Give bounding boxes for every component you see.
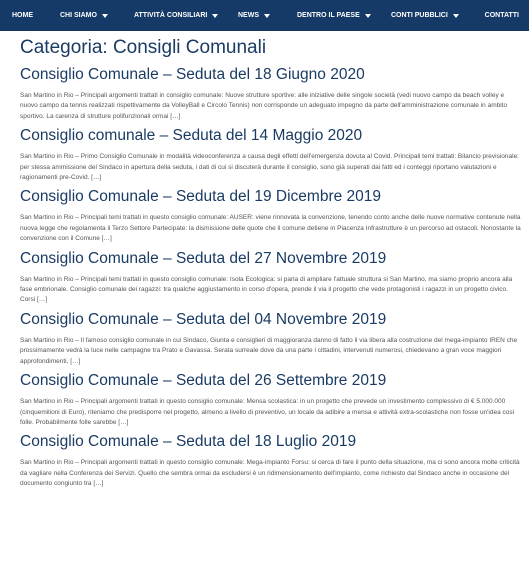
post-title-link[interactable]: Consiglio Comunale – Seduta del 18 Luglio 2019 bbox=[20, 433, 357, 451]
nav-item-home[interactable] bbox=[12, 12, 60, 19]
post-excerpt: San Martino in Rio – Principali temi trattati in questo consiglio comunale: Isola Ecologica: si parla di ampliare l'attuale struttura si San Martino, ma siamo proprio ancora alla fase embrionale. Consiglio comunale dei ragazzi: tra qualche aggiustamento in corso d'opera, prende il via il progetto che vede protagonisti i ragazzi in un progetto civico. Corsi […] bbox=[20, 275, 513, 304]
post-title-link[interactable]: Consiglio comunale – Seduta del 14 Maggio 2020 bbox=[20, 127, 363, 145]
post-title-link[interactable]: Consiglio Comunale – Seduta del 27 Novembre 2019 bbox=[20, 249, 387, 267]
chevron-down-icon bbox=[264, 14, 270, 18]
post-item bbox=[20, 249, 521, 306]
nav-item-label: CONTATTI bbox=[484, 12, 519, 19]
post-item bbox=[20, 187, 521, 244]
post-excerpt: San Martino in Rio – Il famoso consiglio comunale in cui Sindaco, Giunta e consiglieri di maggioranza danno di fatto il via libera alla costruzione del mega-impianto IREN che prossimamente vedrà la luce nelle campagne tra Prato e Gavassa. Serata surreale dove da una parte i cittadini, intervenuti numerosi, chiedevano a gran voce maggiori approfondimenti, […] bbox=[20, 336, 518, 365]
post-excerpt: San Martino in Rio – Principali argomenti trattati in questo consiglio comunale: Mensa scolastica: in un progetto che prevede un investimento complessivo di € 5.000.000 (cinquemilioni di Euro), riteniamo che predisporre nel progetto, almeno a livello di preventivo, un locale da adibire a mensa e attività extra-scolastiche non fosse un'idea così folle. Probabilmente folle sarebbe […] bbox=[20, 398, 515, 426]
post-title bbox=[20, 126, 521, 145]
post-item bbox=[20, 65, 521, 122]
post-title bbox=[20, 65, 521, 84]
nav-item-news[interactable] bbox=[238, 12, 297, 19]
nav-item-label: CONTI PUBBLICI bbox=[391, 12, 448, 19]
post-excerpt: San Martino in Rio – Principali argomenti trattati in questo consiglio comunale: Mega-impianto Forsu: si cerca di fare il punto della situazione, ma ci sono ancora molte criticità da vagliare nella Conferenza dei Servizi. Quello che sembra ormai da escludersi è un ridimensionamento dell'impianto, come richiesto dal Sindaco anche in occasione del documento congiunto tra […] bbox=[20, 459, 520, 488]
chevron-down-icon bbox=[453, 14, 459, 18]
nav-item-chi-siamo[interactable] bbox=[60, 12, 134, 19]
nav-item-label: DENTRO IL PAESE bbox=[297, 12, 360, 19]
post-title-link[interactable]: Consiglio Comunale – Seduta del 26 Settembre 2019 bbox=[20, 372, 387, 390]
post-item bbox=[20, 432, 521, 489]
post-title bbox=[20, 432, 521, 451]
post-item bbox=[20, 126, 521, 183]
main-content bbox=[0, 31, 529, 490]
nav-item-dentro-il-paese[interactable] bbox=[297, 12, 391, 19]
post-item bbox=[20, 371, 521, 428]
post-title bbox=[20, 187, 521, 206]
nav-item-label: ATTIVITÀ CONSILIARI bbox=[134, 12, 208, 19]
chevron-down-icon bbox=[365, 14, 371, 18]
post-title-link[interactable]: Consiglio Comunale – Seduta del 04 Novembre 2019 bbox=[20, 310, 387, 328]
top-navigation-bar bbox=[0, 0, 529, 31]
post-title-link[interactable]: Consiglio Comunale – Seduta del 18 Giugno 2020 bbox=[20, 66, 365, 83]
nav-item-label: HOME bbox=[12, 12, 33, 19]
post-excerpt: San Martino in Rio – Principali argomenti trattati in consiglio comunale: Nuove strutture sportive: alle iniziative delle singole società (vedi nuovo campo da beach volley e nuovo campo da tennis realizzati rispettivamente da VolleyBall e Circolo Tennis) non corrisponde un adeguato impegno da parte dell'amministrazione comunale in ambito sportivo. La carenza di strutture polifunzionali ormai […] bbox=[20, 92, 508, 120]
nav-item-label: NEWS bbox=[238, 12, 259, 19]
nav-item-conti-pubblici[interactable] bbox=[391, 12, 483, 19]
post-title bbox=[20, 371, 521, 390]
post-item bbox=[20, 310, 521, 367]
nav-item-contatti[interactable] bbox=[485, 12, 523, 19]
post-excerpt: San Martino in Rio – Primo Consiglio Comunale in modalità videoconferenza a causa degli effetti dell'emergenza dovuta al Covid. Principali temi trattati: Bilancio previsionale: per stessa ammissione del Sindaco in apertura della seduta, i dati di cui si discuterà durante il consiglio, sono già superati dai fatti ed i conteggi riportano valutazioni e ragionamenti pre-Covid. […] bbox=[20, 153, 519, 182]
nav-item-attivita-consiliari[interactable] bbox=[134, 12, 238, 19]
page-title: Categoria: Consigli Comunali bbox=[20, 37, 267, 58]
nav-item-label: CHI SIAMO bbox=[60, 12, 97, 19]
post-title bbox=[20, 310, 521, 329]
chevron-down-icon bbox=[102, 14, 108, 18]
post-title bbox=[20, 249, 521, 268]
chevron-down-icon bbox=[212, 14, 218, 18]
post-excerpt: San Martino in Rio – Principali temi trattati in questo consiglio comunale: AUSER: viene rinnovata la convenzione, tenendo conto anche delle nuove normative contenute nella nuova legge che regolamenta il Terzo Settore Partecipate: la dismissione delle quote che il comune detiene in Piacenza Infrastrutture è un percorso ad ostacoli. Nonostante la convenzione con il Comune […] bbox=[20, 214, 521, 243]
post-title-link[interactable]: Consiglio Comunale – Seduta del 19 Dicembre 2019 bbox=[20, 188, 382, 206]
